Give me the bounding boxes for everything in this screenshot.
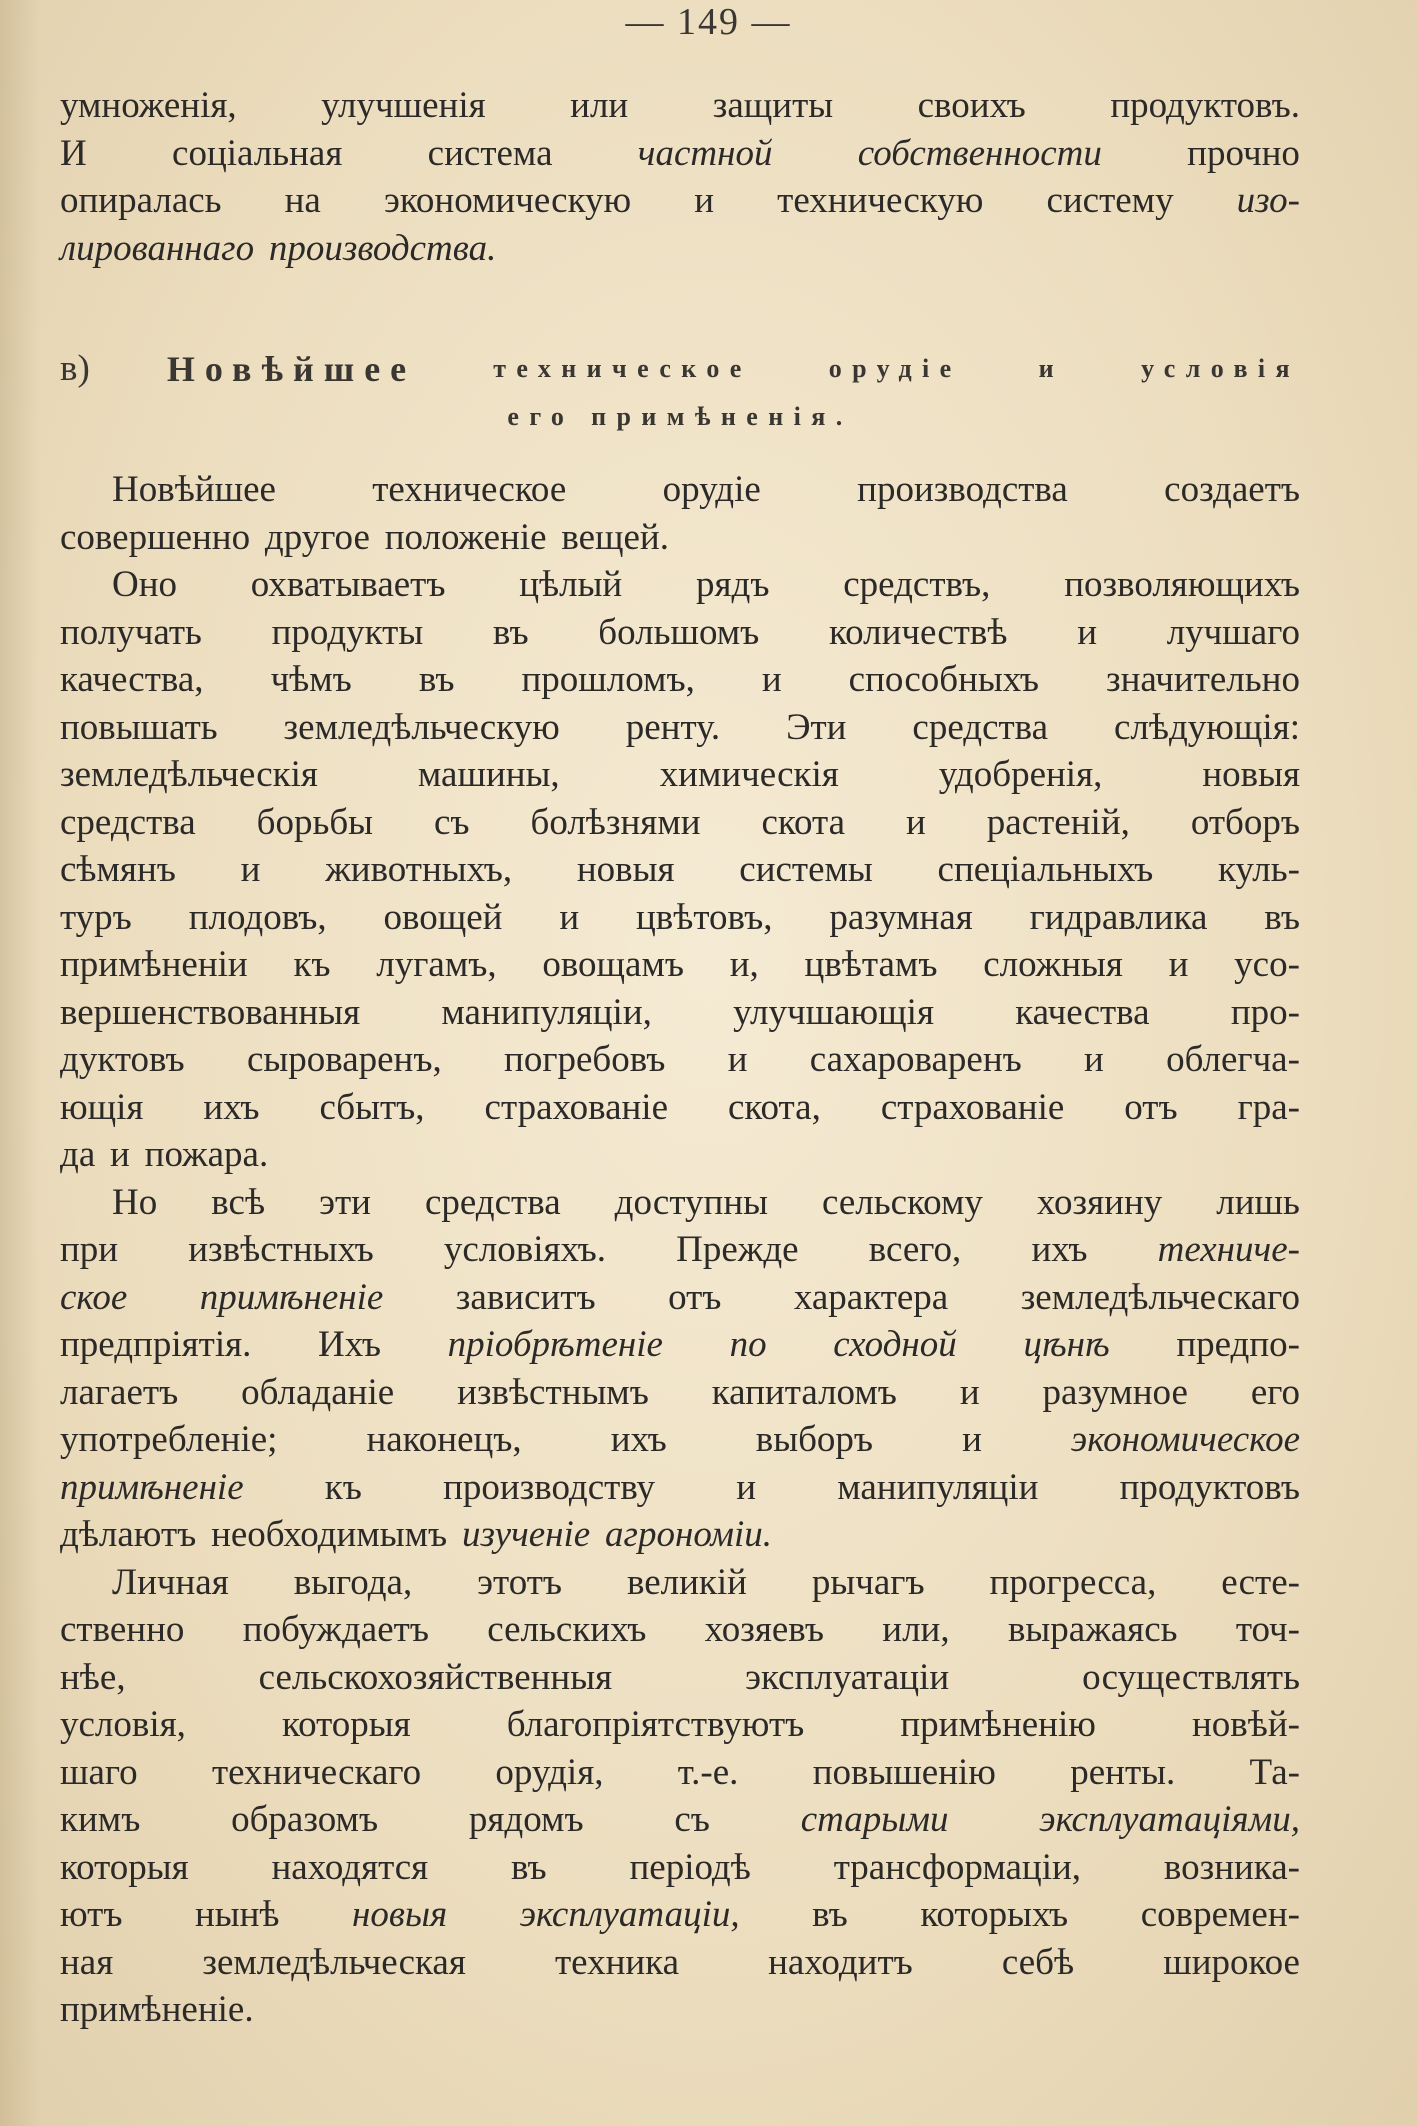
word: спеціальныхъ [937, 849, 1154, 890]
word: наконецъ, [366, 1419, 522, 1460]
word: улучшающія [733, 991, 934, 1033]
word: возника- [1163, 1846, 1300, 1888]
text-line [60, 1131, 1300, 1179]
word: лагаетъ [60, 1371, 179, 1413]
word: отъ [1124, 1086, 1178, 1128]
word: да [60, 1134, 96, 1175]
word: страхованіе [484, 1086, 669, 1128]
text-line [60, 130, 1300, 178]
word: защиты [712, 85, 834, 126]
word: и [906, 801, 926, 843]
word: употребленіе; [60, 1419, 278, 1460]
word: сложныя [983, 944, 1123, 985]
word: къ [324, 1466, 362, 1508]
word: сѣмянъ [60, 849, 176, 890]
word: извѣстнымъ [457, 1371, 649, 1413]
word: слѣдующія: [1113, 706, 1300, 748]
word: періодѣ [629, 1846, 751, 1888]
text-line [60, 1511, 1300, 1559]
word: предпріятія. [60, 1324, 252, 1365]
word: лучшаго [1166, 611, 1300, 653]
word: сельскихъ [487, 1609, 647, 1650]
word: и [1084, 1039, 1104, 1080]
word: съ [433, 801, 470, 843]
word: хозяевъ [704, 1609, 824, 1650]
word: и [1168, 944, 1189, 985]
word: продуктовъ [1119, 1466, 1300, 1508]
text-line [60, 1464, 1300, 1512]
word: умноженія, [60, 85, 237, 126]
word: и, [729, 944, 759, 985]
word: разумная [829, 896, 973, 938]
word: или, [882, 1609, 950, 1650]
word: обладаніе [241, 1371, 395, 1413]
heading-word: орудіе [828, 354, 962, 383]
word: примѣненіи [60, 944, 248, 985]
word: нѣе, [60, 1656, 126, 1698]
italic-word: техниче- [1157, 1229, 1300, 1270]
word: отъ [668, 1276, 722, 1318]
word: лишь [1216, 1181, 1300, 1223]
text-line [60, 989, 1300, 1037]
italic-word: эксплуатаціями, [1039, 1799, 1300, 1840]
word: всего, [868, 1229, 962, 1270]
word: предпо- [1176, 1324, 1300, 1365]
word: улучшенія [321, 85, 486, 126]
italic-word: частной [637, 132, 773, 174]
word: скота, [728, 1086, 821, 1128]
word: охватываетъ [250, 564, 446, 605]
word: сбытъ, [319, 1086, 425, 1128]
text-line [60, 894, 1300, 942]
word: при [60, 1229, 119, 1270]
italic-word: старыми [800, 1799, 949, 1840]
word: точ- [1235, 1609, 1300, 1650]
word: дѣлаютъ [60, 1514, 197, 1555]
word: техническаго [211, 1751, 422, 1793]
word: зависитъ [455, 1276, 596, 1318]
word: Эти [786, 706, 847, 748]
word: его [1250, 1371, 1300, 1413]
word: страхованіе [880, 1086, 1065, 1128]
word: системы [739, 849, 873, 890]
italic-word: сходной [833, 1324, 957, 1365]
word: которыя [60, 1846, 189, 1888]
word: и [110, 1134, 130, 1175]
italic-word: эксплуатаціи, [519, 1894, 740, 1935]
word: повышать [60, 706, 218, 748]
word: разумное [1042, 1371, 1188, 1413]
italic-word: новыя [352, 1894, 448, 1935]
word: эти [319, 1181, 371, 1223]
paragraph [60, 1559, 1300, 2034]
italic-word: пріобрѣтеніе [447, 1324, 663, 1365]
text-line [60, 751, 1300, 799]
word: земледѣльческаго [1020, 1276, 1300, 1318]
text-line [60, 514, 1300, 562]
text-line [60, 466, 1300, 514]
word: осуществлять [1082, 1656, 1300, 1698]
word: и [694, 180, 715, 221]
word: лугамъ, [376, 944, 497, 985]
italic-word: изо- [1236, 180, 1300, 221]
word: земледѣльческую [283, 706, 560, 748]
section-heading-line-2: его примѣненія. [507, 402, 853, 431]
text-line [60, 1084, 1300, 1132]
word: позволяющихъ [1064, 564, 1300, 605]
text-line [60, 1986, 1300, 2034]
italic-word: изученіе [461, 1514, 591, 1555]
word: условіяхъ. [443, 1229, 606, 1270]
word: манипуляціи, [441, 991, 652, 1033]
word: вершенствованныя [60, 991, 361, 1033]
text-line [60, 846, 1300, 894]
section-label: в) [60, 348, 90, 389]
word: и [959, 1371, 980, 1413]
word: и [559, 896, 580, 938]
word: И [60, 132, 87, 174]
word: сельскому [822, 1181, 983, 1223]
italic-word: примѣненіе [60, 1466, 244, 1508]
word: доступны [614, 1181, 768, 1223]
word: химическія [659, 754, 839, 795]
italic-word: экономическое [1070, 1419, 1300, 1460]
word: образомъ [231, 1799, 379, 1840]
word: продукты [271, 611, 424, 653]
word: продуктовъ. [1110, 85, 1300, 126]
word: чѣмъ [270, 659, 352, 700]
word: про- [1230, 991, 1300, 1033]
word: рядъ [695, 564, 770, 605]
word: земледѣльческая [202, 1941, 466, 1983]
text-line [60, 1606, 1300, 1654]
word: овощей [383, 896, 503, 938]
text-line [60, 656, 1300, 704]
word: цѣлый [519, 564, 623, 605]
word: на [284, 180, 321, 221]
word: техника [554, 1941, 680, 1983]
word: животныхъ, [325, 849, 513, 890]
word: въ [1264, 896, 1300, 938]
word: погребовъ [504, 1039, 666, 1080]
text-line [60, 799, 1300, 847]
section-heading-line-1 [60, 346, 1300, 392]
word: ютъ [60, 1894, 123, 1935]
text-line [60, 609, 1300, 657]
word: техническую [777, 180, 984, 221]
word: систему [1046, 180, 1174, 221]
word: скота [761, 801, 846, 843]
word: благопріятствуютъ [506, 1704, 805, 1745]
page-number: — 149 — [625, 1, 792, 43]
word: и [727, 1039, 748, 1080]
text-line [60, 704, 1300, 752]
word: Та- [1249, 1751, 1300, 1793]
word: орудіе [662, 469, 761, 510]
word: значительно [1105, 659, 1300, 700]
word: Ихъ [318, 1324, 381, 1365]
heading-word: и [1038, 354, 1065, 383]
word: повышенію [812, 1751, 996, 1793]
word: качества, [60, 659, 204, 700]
word: находитъ [768, 1941, 913, 1983]
word: и [240, 849, 261, 890]
word: и [736, 1466, 757, 1508]
paragraph [60, 561, 1300, 1179]
word: куль- [1217, 849, 1300, 890]
word: манипуляціи [837, 1466, 1039, 1508]
word: Новѣйшее [112, 469, 276, 510]
page-body [60, 82, 1300, 2034]
word: средства [60, 801, 196, 843]
text-line [60, 177, 1300, 225]
word: въ [418, 659, 455, 700]
word: эксплуатаціи [745, 1656, 950, 1698]
heading-word: Новѣйшее [166, 349, 417, 389]
word: капиталомъ [711, 1371, 897, 1413]
text-line [60, 1226, 1300, 1274]
intro-paragraph [60, 82, 1300, 272]
heading-word: условія [1141, 354, 1300, 383]
word: этотъ [477, 1561, 563, 1603]
word: другое [264, 516, 370, 558]
word: въ [492, 611, 529, 653]
text-line [60, 1891, 1300, 1939]
word: которыя [281, 1704, 411, 1745]
paragraph [60, 466, 1300, 561]
word: новыя [576, 849, 675, 890]
word: борьбы [256, 801, 374, 843]
word: средства [912, 706, 1049, 748]
text-line [60, 1701, 1300, 1749]
word: хозяину [1036, 1181, 1163, 1223]
word: великій [626, 1561, 747, 1603]
text-line [60, 941, 1300, 989]
word: условія, [60, 1704, 186, 1745]
word: трансформаціи, [833, 1846, 1082, 1888]
word: находятся [271, 1846, 429, 1888]
word: вещей. [561, 516, 669, 558]
word: опиралась [60, 180, 222, 221]
word: облегча- [1166, 1039, 1300, 1080]
word: болѣзнями [530, 801, 701, 843]
word: производству [443, 1466, 656, 1508]
word: совершенно [60, 516, 251, 558]
word: новѣй- [1191, 1704, 1300, 1745]
word: пожара. [144, 1134, 269, 1175]
word: система [427, 132, 553, 174]
heading-word: техническое [493, 354, 752, 383]
word: средства [424, 1181, 561, 1223]
word: удобренія, [938, 754, 1103, 795]
word: ренты. [1070, 1751, 1176, 1793]
word: себѣ [1001, 1941, 1075, 1983]
italic-word: агрономіи. [605, 1514, 773, 1555]
word: современ- [1140, 1894, 1300, 1935]
word: ственно [60, 1609, 185, 1650]
word: качества [1015, 991, 1150, 1033]
word: создаетъ [1164, 469, 1300, 510]
italic-word: цѣнѣ [1023, 1324, 1110, 1365]
italic-word: ское [60, 1276, 128, 1318]
italic-word: производства. [268, 227, 497, 269]
word: растеній, [986, 801, 1130, 843]
word: примѣненію [900, 1704, 1096, 1745]
word: которыхъ [920, 1894, 1069, 1935]
word: земледѣльческія [60, 754, 318, 795]
text-line [60, 1559, 1300, 1607]
section-heading [60, 346, 1300, 440]
word: дуктовъ [60, 1039, 185, 1080]
word: ихъ [203, 1086, 260, 1128]
word: и [962, 1419, 982, 1460]
word: ихъ [1031, 1229, 1088, 1270]
word: примѣненіе. [60, 1989, 254, 2030]
text-line [60, 1749, 1300, 1797]
italic-word: примѣненіе [199, 1276, 384, 1318]
word: съ [674, 1799, 710, 1840]
text-line [60, 1369, 1300, 1417]
word: положеніе [384, 516, 547, 558]
text-line [60, 1179, 1300, 1227]
word: соціальная [172, 132, 343, 174]
word: цвѣтовъ, [635, 896, 773, 938]
word: или [570, 85, 629, 126]
word: плодовъ, [188, 896, 327, 938]
word: извѣстныхъ [188, 1229, 374, 1270]
word: и [761, 659, 782, 700]
word: Оно [112, 564, 178, 605]
word: кимъ [60, 1799, 141, 1840]
word: побуждаетъ [242, 1609, 429, 1650]
word: рядомъ [468, 1799, 584, 1840]
word: Но [112, 1181, 158, 1223]
word: есте- [1221, 1561, 1300, 1603]
word: въ [510, 1846, 547, 1888]
word: гра- [1237, 1086, 1300, 1128]
word: выборъ [755, 1419, 874, 1460]
word: способныхъ [848, 659, 1039, 700]
word: выгода, [293, 1561, 413, 1603]
word: сахароваренъ [809, 1039, 1022, 1080]
word: средствъ, [843, 564, 991, 605]
word: прошломъ, [521, 659, 695, 700]
word: ренту. [625, 706, 721, 748]
italic-word: лированнаго [60, 227, 255, 269]
word: ихъ [610, 1419, 667, 1460]
word: отборъ [1190, 801, 1300, 843]
word: овощамъ [542, 944, 685, 985]
word: сельскохозяйственныя [258, 1656, 613, 1698]
text-line [60, 225, 1300, 273]
word: производства [857, 469, 1068, 510]
word: шаго [60, 1751, 138, 1793]
text-line [60, 561, 1300, 609]
word: всѣ [211, 1181, 266, 1223]
text-line [60, 82, 1300, 130]
text-line [60, 1416, 1300, 1464]
word: количествѣ [829, 611, 1008, 653]
word: въ [812, 1894, 848, 1935]
word: туръ [60, 896, 132, 938]
word: рычагъ [811, 1561, 925, 1603]
word: усо- [1234, 944, 1300, 985]
text-line [60, 1274, 1300, 1322]
word: сыроваренъ, [246, 1039, 442, 1080]
word: Личная [112, 1561, 229, 1603]
word: выражаясь [1007, 1609, 1178, 1650]
word: характера [793, 1276, 949, 1318]
word: получать [60, 611, 202, 653]
word: прочно [1187, 132, 1300, 174]
body-paragraphs [60, 466, 1300, 2034]
text-line [60, 1796, 1300, 1844]
word: орудія, [495, 1751, 604, 1793]
word: своихъ [917, 85, 1026, 126]
italic-word: по [729, 1324, 767, 1365]
word: цвѣтамъ [804, 944, 938, 985]
text-line [60, 1844, 1300, 1892]
word: прогресса, [989, 1561, 1157, 1603]
word: и [1077, 611, 1097, 653]
paragraph [60, 1179, 1300, 1559]
word: машины, [417, 754, 560, 795]
italic-word: собственности [857, 132, 1102, 174]
word: ющія [60, 1086, 144, 1128]
word: необходимымъ [211, 1514, 448, 1555]
text-line [60, 1939, 1300, 1987]
word: ная [60, 1941, 114, 1983]
word: большомъ [598, 611, 760, 653]
text-line [60, 1321, 1300, 1369]
text-line [60, 1654, 1300, 1702]
word: новыя [1202, 754, 1300, 795]
text-line [60, 1036, 1300, 1084]
word: Прежде [676, 1229, 799, 1270]
word: нынѣ [194, 1894, 280, 1935]
word: т.-е. [677, 1751, 739, 1793]
word: экономическую [383, 180, 632, 221]
word: техническое [372, 469, 567, 510]
word: широкое [1163, 1941, 1300, 1983]
word: гидравлика [1029, 896, 1208, 938]
word: къ [293, 944, 331, 985]
